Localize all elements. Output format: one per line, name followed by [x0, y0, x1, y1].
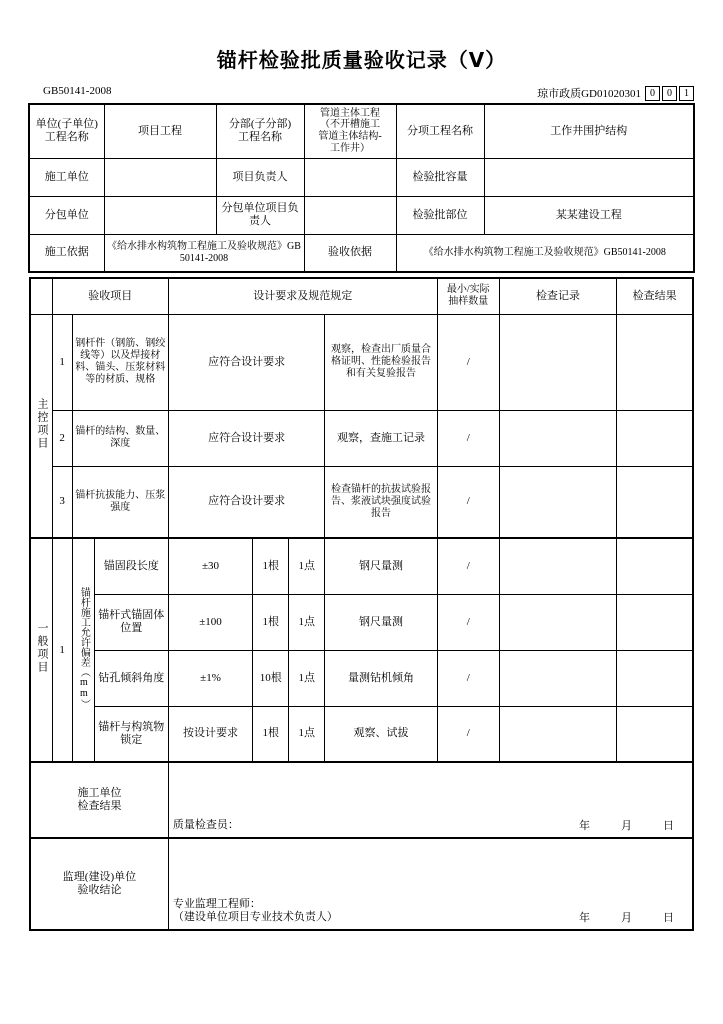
main-row-2-result[interactable]: [617, 410, 693, 466]
general-row-2-item: 锚杆式锚固体位置: [94, 594, 168, 650]
general-row-4-result[interactable]: [617, 706, 693, 762]
division-name-label: 分部(子分部) 工程名称: [216, 104, 304, 158]
general-row-3-method: 量测钻机倾角: [325, 650, 437, 706]
main-row-1-sampling: /: [437, 314, 499, 410]
general-row-3-sampling: /: [437, 650, 499, 706]
subcontractor-manager-value[interactable]: [304, 196, 396, 234]
col-header-item: 验收项目: [52, 278, 168, 314]
general-group-label: [72, 538, 94, 762]
form-code-box-2: 0: [662, 86, 677, 101]
table-row: [29, 158, 694, 196]
acceptance-basis-value[interactable]: 《给水排水构筑物工程施工及验收规范》GB50141-2008: [396, 234, 694, 272]
contractor-label: 施工单位: [29, 158, 104, 196]
col-header-design-req: 设计要求及规范规定: [168, 278, 437, 314]
general-row-3-tolerance: ±1%: [168, 650, 252, 706]
main-row-1-method: 观察，检查出厂质量合格证明、性能检验报告和有关复验报告: [325, 314, 437, 410]
general-row-4-qty: 1根: [253, 706, 289, 762]
inspection-table: [29, 277, 694, 931]
general-row-1-record[interactable]: [499, 538, 616, 594]
page-title: 锚杆检验批质量验收记录（Ⅴ）: [216, 50, 507, 72]
main-row-1-design-req: 应符合设计要求: [168, 314, 324, 410]
batch-capacity-label: 检验批容量: [396, 158, 484, 196]
supervision-conclusion-label: 监理(建设)单位 验收结论: [30, 838, 168, 930]
header-spacer: [30, 278, 52, 314]
supervision-date-label: 年 月 日: [579, 912, 684, 925]
construction-basis-label: 施工依据: [29, 234, 104, 272]
general-row-1-item: 锚固段长度: [94, 538, 168, 594]
table-row: [29, 104, 694, 158]
table-row: [30, 466, 693, 538]
main-row-3-no: 3: [52, 466, 72, 538]
supervisor-engineer-sub-label: （建设单位项目专业技术负责人）: [172, 911, 338, 924]
construction-basis-value[interactable]: 《给水排水构筑物工程施工及验收规范》GB50141-2008: [104, 234, 304, 272]
main-row-1-no: 1: [52, 314, 72, 410]
col-header-record: 检查记录: [499, 278, 616, 314]
main-row-2-design-req: 应符合设计要求: [168, 410, 324, 466]
table-row: [29, 196, 694, 234]
batch-capacity-value[interactable]: [484, 158, 694, 196]
main-section-label: [30, 314, 52, 538]
general-row-2-record[interactable]: [499, 594, 616, 650]
table-row: [29, 234, 694, 272]
general-row-4-item: 锚杆与构筑物锁定: [94, 706, 168, 762]
general-row-2-qty: 1根: [253, 594, 289, 650]
general-row-4-tolerance: 按设计要求: [168, 706, 252, 762]
general-row-2-method: 钢尺量测: [325, 594, 437, 650]
general-row-2-sampling: /: [437, 594, 499, 650]
general-row-3-item: 钻孔倾斜角度: [94, 650, 168, 706]
table-row: [30, 594, 693, 650]
subitem-name-label: 分项工程名称: [396, 104, 484, 158]
col-header-result: 检查结果: [617, 278, 693, 314]
construction-result-cell[interactable]: [168, 762, 693, 838]
acceptance-basis-label: 验收依据: [304, 234, 396, 272]
table-row: [30, 314, 693, 410]
general-row-4-method: 观察、试拔: [325, 706, 437, 762]
main-row-3-result[interactable]: [617, 466, 693, 538]
general-row-1-sampling: /: [437, 538, 499, 594]
main-row-2-sampling: /: [437, 410, 499, 466]
construction-result-label: 施工单位 检查结果: [30, 762, 168, 838]
form-code-box-1: 0: [645, 86, 660, 101]
general-row-1-result[interactable]: [617, 538, 693, 594]
form-code-box-3: 1: [679, 86, 694, 101]
main-row-1-record[interactable]: [499, 314, 616, 410]
general-row-1-tolerance: ±30: [168, 538, 252, 594]
main-row-1-result[interactable]: [617, 314, 693, 410]
supervision-conclusion-cell[interactable]: [168, 838, 693, 930]
form-code-label: 琼市政质GD01020301: [537, 88, 641, 100]
supervision-signature-block: [173, 898, 338, 926]
subcontractor-manager-label: 分包单位项目负责人: [216, 196, 304, 234]
general-row-1-points: 1点: [289, 538, 325, 594]
table-row: [30, 650, 693, 706]
general-section-label: [30, 538, 52, 762]
table-row: [30, 538, 693, 594]
general-section-label-text: 一般项目: [36, 622, 49, 675]
unit-name-label: 单位(子单位) 工程名称: [29, 104, 104, 158]
standard-code: GB50141-2008: [43, 85, 112, 97]
supervisor-engineer-label: 专业监理工程师：: [172, 897, 261, 910]
form-code: [537, 85, 694, 101]
division-name-value[interactable]: 管道主体工程 （不开槽施工 管道主体结构- 工作井）: [304, 104, 396, 158]
general-row-1-method: 钢尺量测: [325, 538, 437, 594]
subitem-name-value[interactable]: 工作井围护结构: [484, 104, 694, 158]
main-row-3-item: 锚杆抗拔能力、压浆强度: [72, 466, 168, 538]
general-row-1-qty: 1根: [253, 538, 289, 594]
table-row: [30, 762, 693, 838]
main-row-3-design-req: 应符合设计要求: [168, 466, 324, 538]
general-row-2-points: 1点: [289, 594, 325, 650]
project-manager-value[interactable]: [304, 158, 396, 196]
main-row-3-record[interactable]: [499, 466, 616, 538]
main-row-2-no: 2: [52, 410, 72, 466]
general-row-4-record[interactable]: [499, 706, 616, 762]
main-section-label-text: 主控项目: [36, 397, 49, 450]
table-row: [30, 838, 693, 930]
subcontractor-label: 分包单位: [29, 196, 104, 234]
general-row-3-record[interactable]: [499, 650, 616, 706]
general-row-3-points: 1点: [289, 650, 325, 706]
general-row-4-points: 1点: [289, 706, 325, 762]
main-row-3-method: 检查锚杆的抗拔试验报告、浆液试块强度试验报告: [325, 466, 437, 538]
general-row-3-qty: 10根: [253, 650, 289, 706]
main-row-2-method: 观察，查施工记录: [325, 410, 437, 466]
quality-inspector-label: 质量检查员：: [172, 819, 239, 832]
general-group-label-text: 锚杆施工允许偏差（mm）: [78, 587, 90, 710]
main-row-3-sampling: /: [437, 466, 499, 538]
general-row-2-result[interactable]: [617, 594, 693, 650]
batch-location-value[interactable]: 某某建设工程: [484, 196, 694, 234]
unit-name-value[interactable]: 项目工程: [104, 104, 216, 158]
subcontractor-value[interactable]: [104, 196, 216, 234]
table-header-row: [30, 278, 693, 314]
general-row-4-sampling: /: [437, 706, 499, 762]
general-row-3-result[interactable]: [617, 650, 693, 706]
construction-date-label: 年 月 日: [579, 820, 684, 833]
table-row: [30, 410, 693, 466]
header-info-table: [28, 103, 695, 273]
project-manager-label: 项目负责人: [216, 158, 304, 196]
general-section-no: 1: [52, 538, 72, 762]
batch-location-label: 检验批部位: [396, 196, 484, 234]
col-header-sampling: 最小/实际 抽样数量: [437, 278, 499, 314]
main-row-1-item: 钢杆件（钢筋、钢绞线等）以及焊接材料、锚头、压浆材料等的材质、规格: [72, 314, 168, 410]
main-row-2-record[interactable]: [499, 410, 616, 466]
table-row: [30, 706, 693, 762]
general-row-2-tolerance: ±100: [168, 594, 252, 650]
subheader-row: [29, 85, 694, 101]
main-row-2-item: 锚杆的结构、数量、深度: [72, 410, 168, 466]
contractor-value[interactable]: [104, 158, 216, 196]
